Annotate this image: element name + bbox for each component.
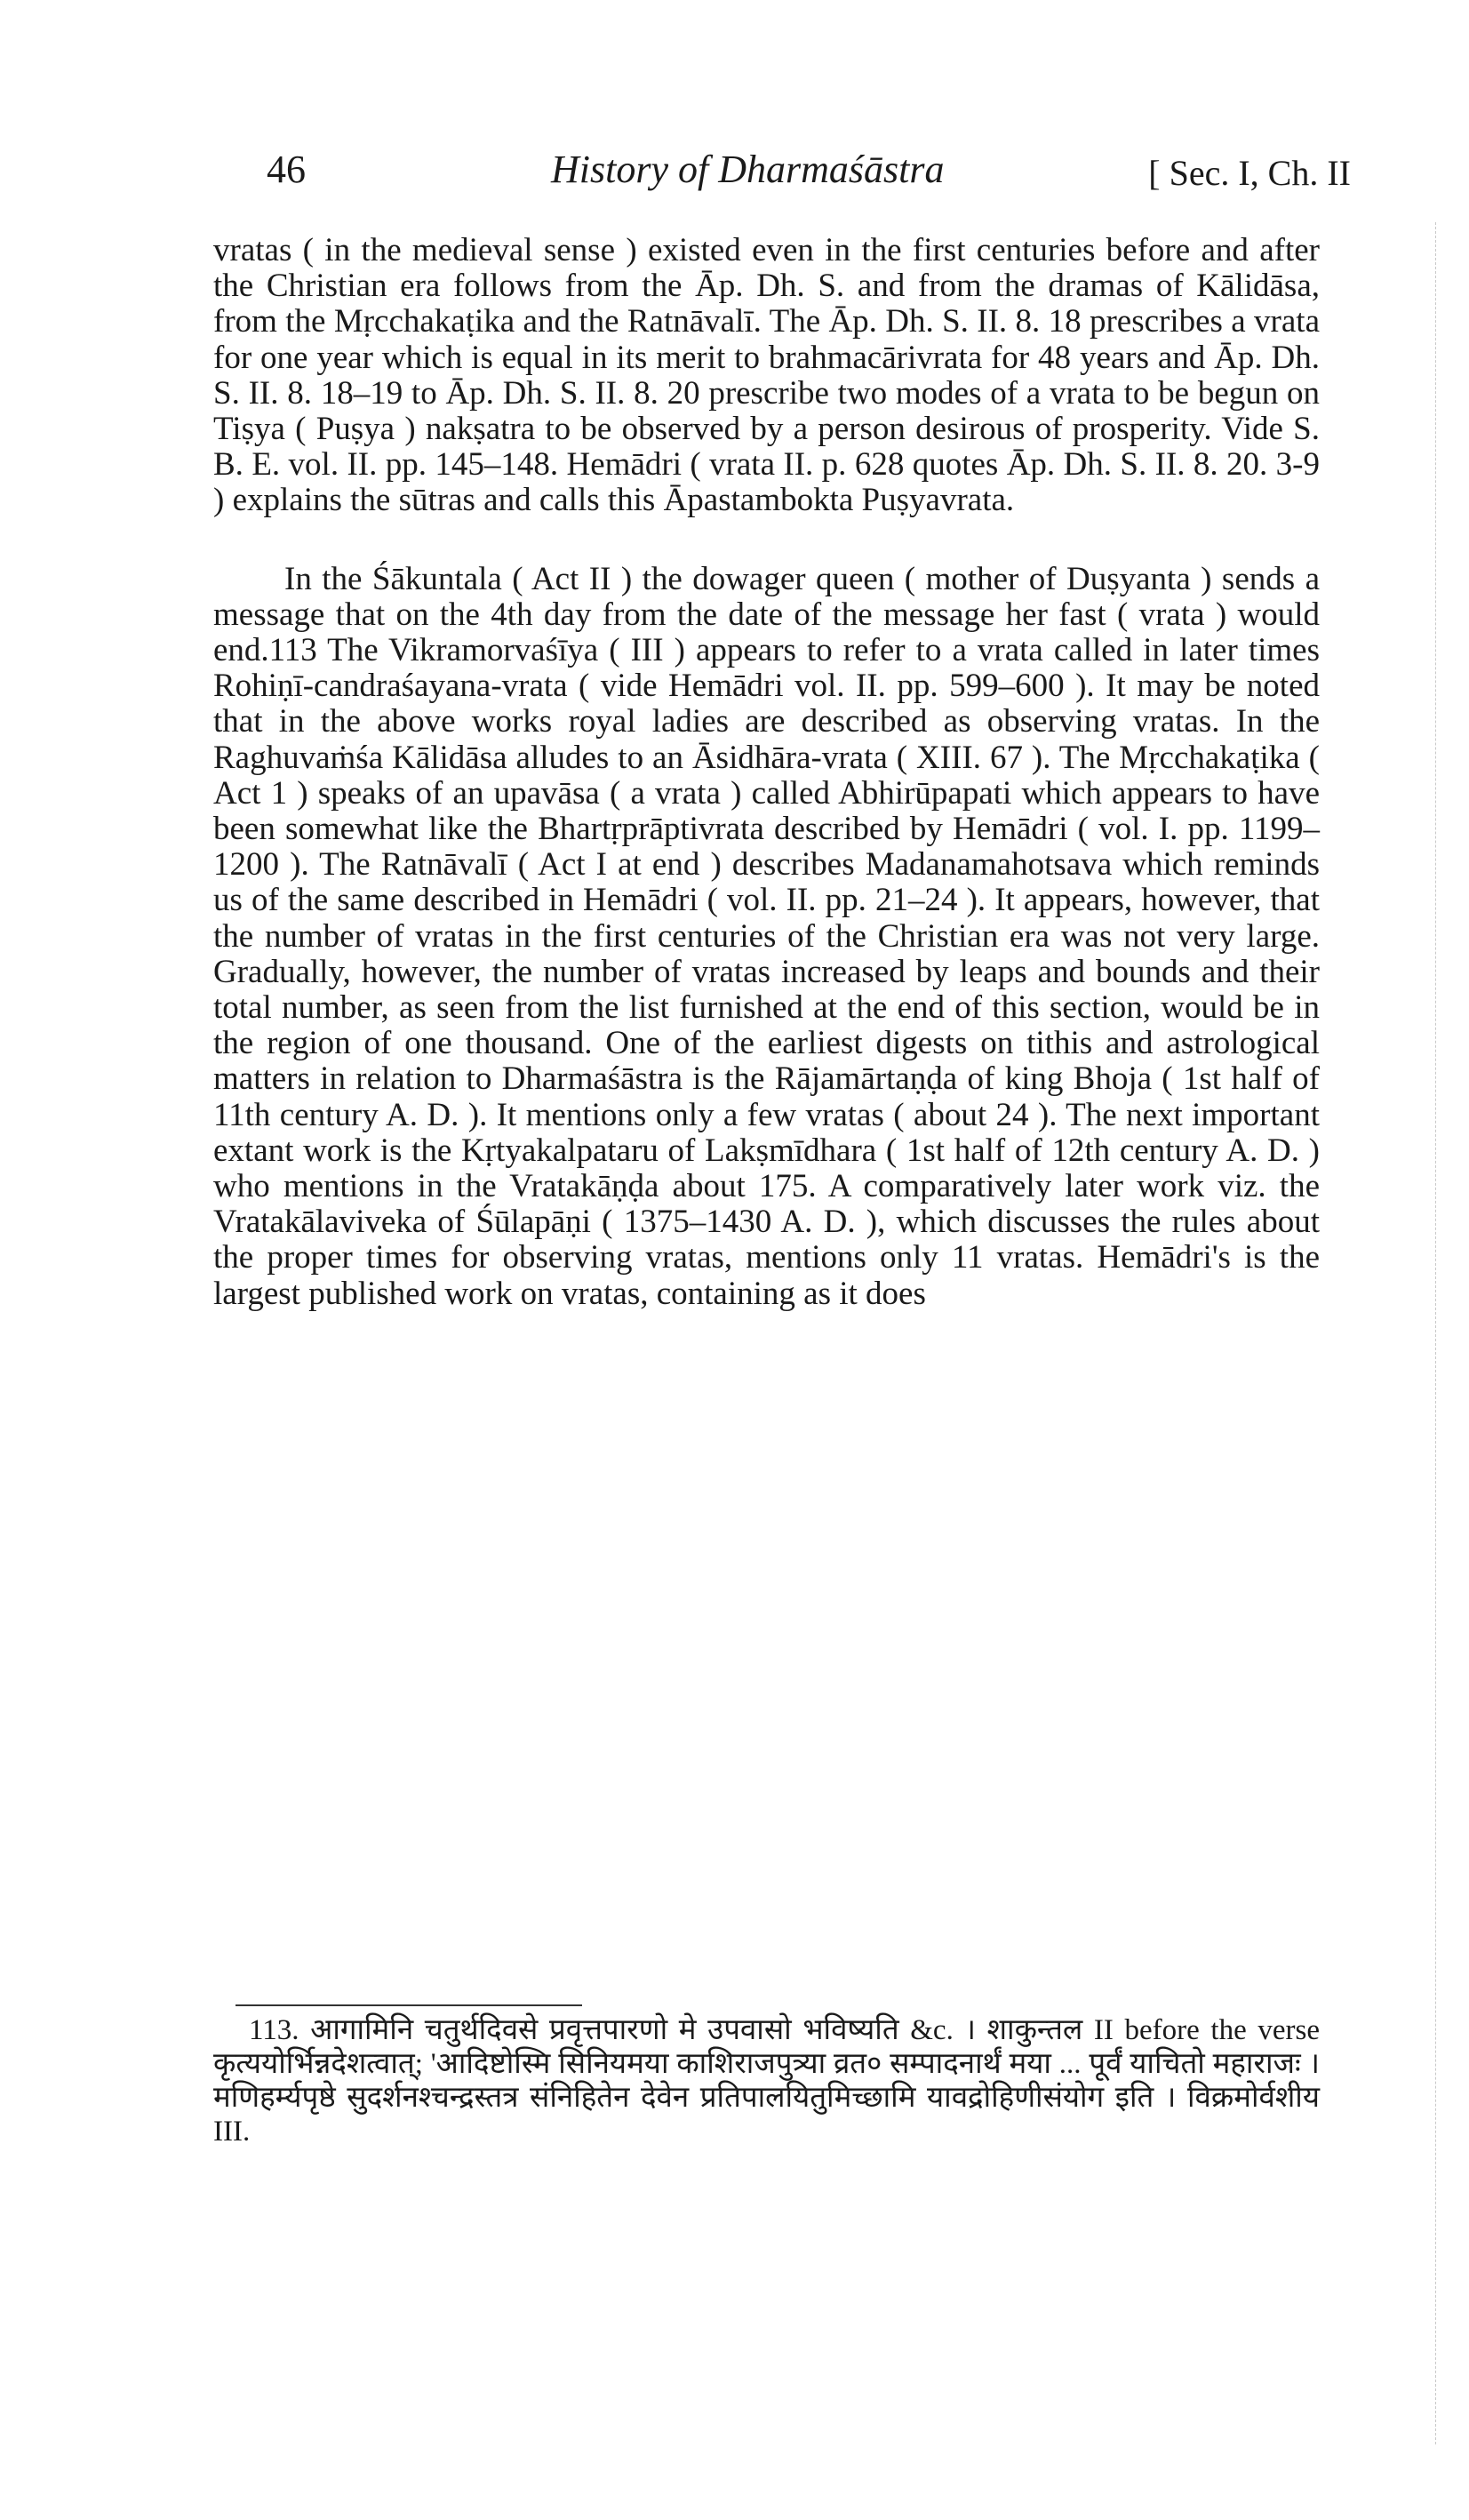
page-number: 46 xyxy=(267,148,306,191)
paragraph-sakuntala: In the Śākuntala ( Act II ) the dowager queen ( mother of Duṣyanta ) sends a message that on the 4th day from the date of the message her fast ( vrata ) would end.113 The Vikramorvaśīya ( III ) appears to refer to a vrata called in later times Rohiṇī-candraśayana-vrata ( vide Hemādri vol. II. pp. 599–600 ). It may be noted that in the above works royal ladies are described as observing vratas. In the Raghuvaṁśa Kālidāsa alludes to an Āsidhāra-vrata ( XIII. 67 ). The Mṛcchakaṭika ( Act 1 ) speaks of an upavāsa ( a vrata ) called Abhirūpapati which appears to have been somewhat like the Bhartṛprāptivrata described by Hemādri ( vol. I. pp. 1199–1200 ). The Ratnāvalī ( Act I at end ) describes Madanamahotsava which reminds us of the same described in Hemādri ( vol. II. pp. 21–24 ). It appears, however, that the number of vratas in the first centuries of the Christian era was not very large. Gradually, however, the number of vratas increased by leaps and bounds and their total number, as seen from the list furnished at the end of this section, would be in the region of one thousand. One of the earliest digests on tithis and astrological matters in relation to Dharmaśāstra is the Rājamārtaṇḍa of king Bhoja ( 1st half of 11th century A. D. ). It mentions only a few vratas ( about 24 ). The next important extant work is the Kṛtyakalpataru of Lakṣmīdhara ( 1st half of 12th century A. D. ) who mentions in the Vratakāṇḍa about 175. A comparatively later work viz. the Vratakālaviveka of Śūlapāṇi ( 1375–1430 A. D. ), which discusses the rules about the proper times for observing vratas, mentions only 11 vratas. Hemādri's is the largest published work on vratas, containing as it does xyxy=(213,560,1320,1312)
footnote-113: 113. आगामिनि चतुर्थदिवसे प्रवृत्तपारणो मे उपवासो भविष्यति &c. । शाकुन्तल II before the verse कृत्ययोर्भिन्नदेशत्वात्; 'आदिष्टोस्मि सिनियमया काशिराजपुत्र्या व्रत० सम्पादनार्थं मया ... पूर्वं याचितो महाराजः । मणिहर्म्यपृष्ठे सुदर्शनश्चन्द्रस्तत्र संनिहितेन देवेन प्रतिपालयितुमिच्छामि यावद्रोहिणीसंयोग इति । विक्रमोर्वशीय III. xyxy=(213,2014,1320,2148)
section-reference: [ Sec. I, Ch. II xyxy=(1148,153,1351,193)
footnote xyxy=(213,2013,1320,2148)
page-header xyxy=(267,147,1351,200)
page-edge-shadow xyxy=(1435,222,1436,2444)
footnote-rule xyxy=(236,2004,582,2006)
running-title: History of Dharmaśāstra xyxy=(551,148,945,191)
body-text xyxy=(213,233,1320,1312)
paragraph-continued: vratas ( in the medieval sense ) existed even in the first centuries before and after the Christian era follows from the Āp. Dh. S. and from the dramas of Kālidāsa, from the Mṛcchakaṭika and the Ratnāvalī. The Āp. Dh. S. II. 8. 18 prescribes a vrata for one year which is equal in its merit to brahmacārivrata for 48 years and Āp. Dh. S. II. 8. 18–19 to Āp. Dh. S. II. 8. 20 prescribe two modes of a vrata to be begun on Tiṣya ( Puṣya ) nakṣatra to be observed by a person desirous of prosperity. Vide S. B. E. vol. II. pp. 145–148. Hemādri ( vrata II. p. 628 quotes Āp. Dh. S. II. 8. 20. 3-9 ) explains the sūtras and calls this Āpastambokta Puṣyavrata. xyxy=(213,232,1320,519)
